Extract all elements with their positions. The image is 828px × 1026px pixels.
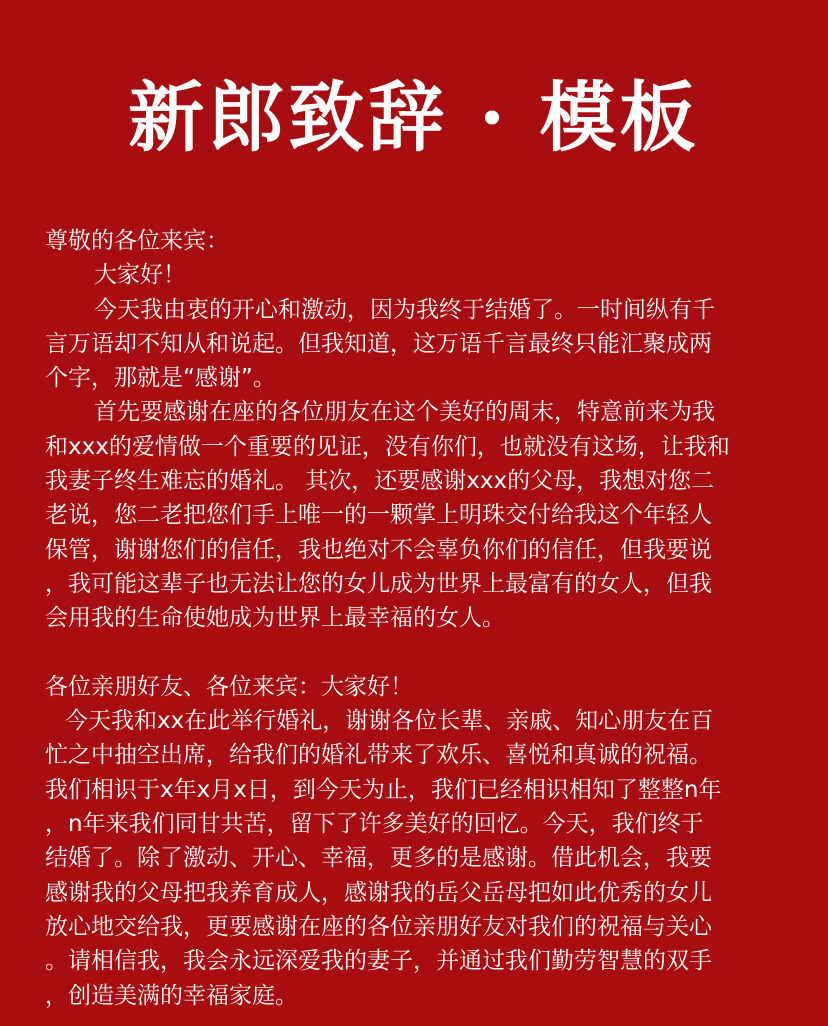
speech-body	[45, 224, 785, 1013]
speech-line: 我妻子终生难忘的婚礼。 其次，还要感谢xxx的父母，我想对您二	[45, 468, 715, 495]
speech-line: 今天我和xx在此举行婚礼，谢谢各位长辈、亲戚、知心朋友在百	[65, 708, 714, 735]
speech-line: 忙之中抽空出席，给我们的婚礼带来了欢乐、喜悦和真诚的祝福。	[45, 742, 712, 769]
speech-line: 老说，您二老把您们手上唯一的一颗掌上明珠交付给我这个年轻人	[45, 502, 712, 529]
speech-line: ，n年来我们同甘共苦，留下了许多美好的回忆。今天，我们终于	[45, 811, 704, 838]
speech-line: 今天我由衷的开心和激动，因为我终于结婚了。一时间纵有千	[94, 296, 715, 323]
salutation: 各位亲朋好友、各位来宾：大家好！	[45, 673, 413, 700]
salutation: 尊敬的各位来宾：	[45, 228, 229, 254]
speech-line: 保管，谢谢您们的信任，我也绝对不会辜负你们的信任，但我要说	[45, 536, 712, 563]
speech-line: 和xxx的爱情做一个重要的见证，没有你们，也就没有这场，让我和	[45, 433, 730, 460]
speech-line: 感谢我的父母把我养育成人，感谢我的岳父岳母把如此优秀的女儿	[45, 879, 712, 906]
paragraph-gap	[45, 636, 785, 670]
speech-line: 会用我的生命使她成为世界上最幸福的女人。	[45, 605, 505, 632]
speech-line: 我们相识于x年x月x日，到今天为止，我们已经相识相知了整整n年	[45, 776, 722, 803]
speech-line: ，我可能这辈子也无法让您的女儿成为世界上最富有的女人，但我	[45, 570, 712, 597]
speech-line: 放心地交给我，更要感谢在座的各位亲朋好友对我们的祝福与关心	[45, 913, 712, 940]
speech-line: ，创造美满的幸福家庭。	[45, 982, 298, 1009]
speech-line: 结婚了。除了激动、开心、幸福，更多的是感谢。借此机会，我要	[45, 845, 712, 872]
speech-line: 个字，那就是“感谢”。	[45, 365, 276, 392]
speech-line: 。请相信我，我会永远深爱我的妻子，并通过我们勤劳智慧的双手	[45, 948, 712, 975]
speech-line: 首先要感谢在座的各位朋友在这个美好的周末，特意前来为我	[94, 399, 715, 426]
speech-line: 言万语却不知从和说起。但我知道，这万语千言最终只能汇聚成两	[45, 330, 712, 357]
greeting: 大家好！	[94, 262, 186, 289]
page-title: 新郎致辞 · 模板	[128, 73, 700, 162]
